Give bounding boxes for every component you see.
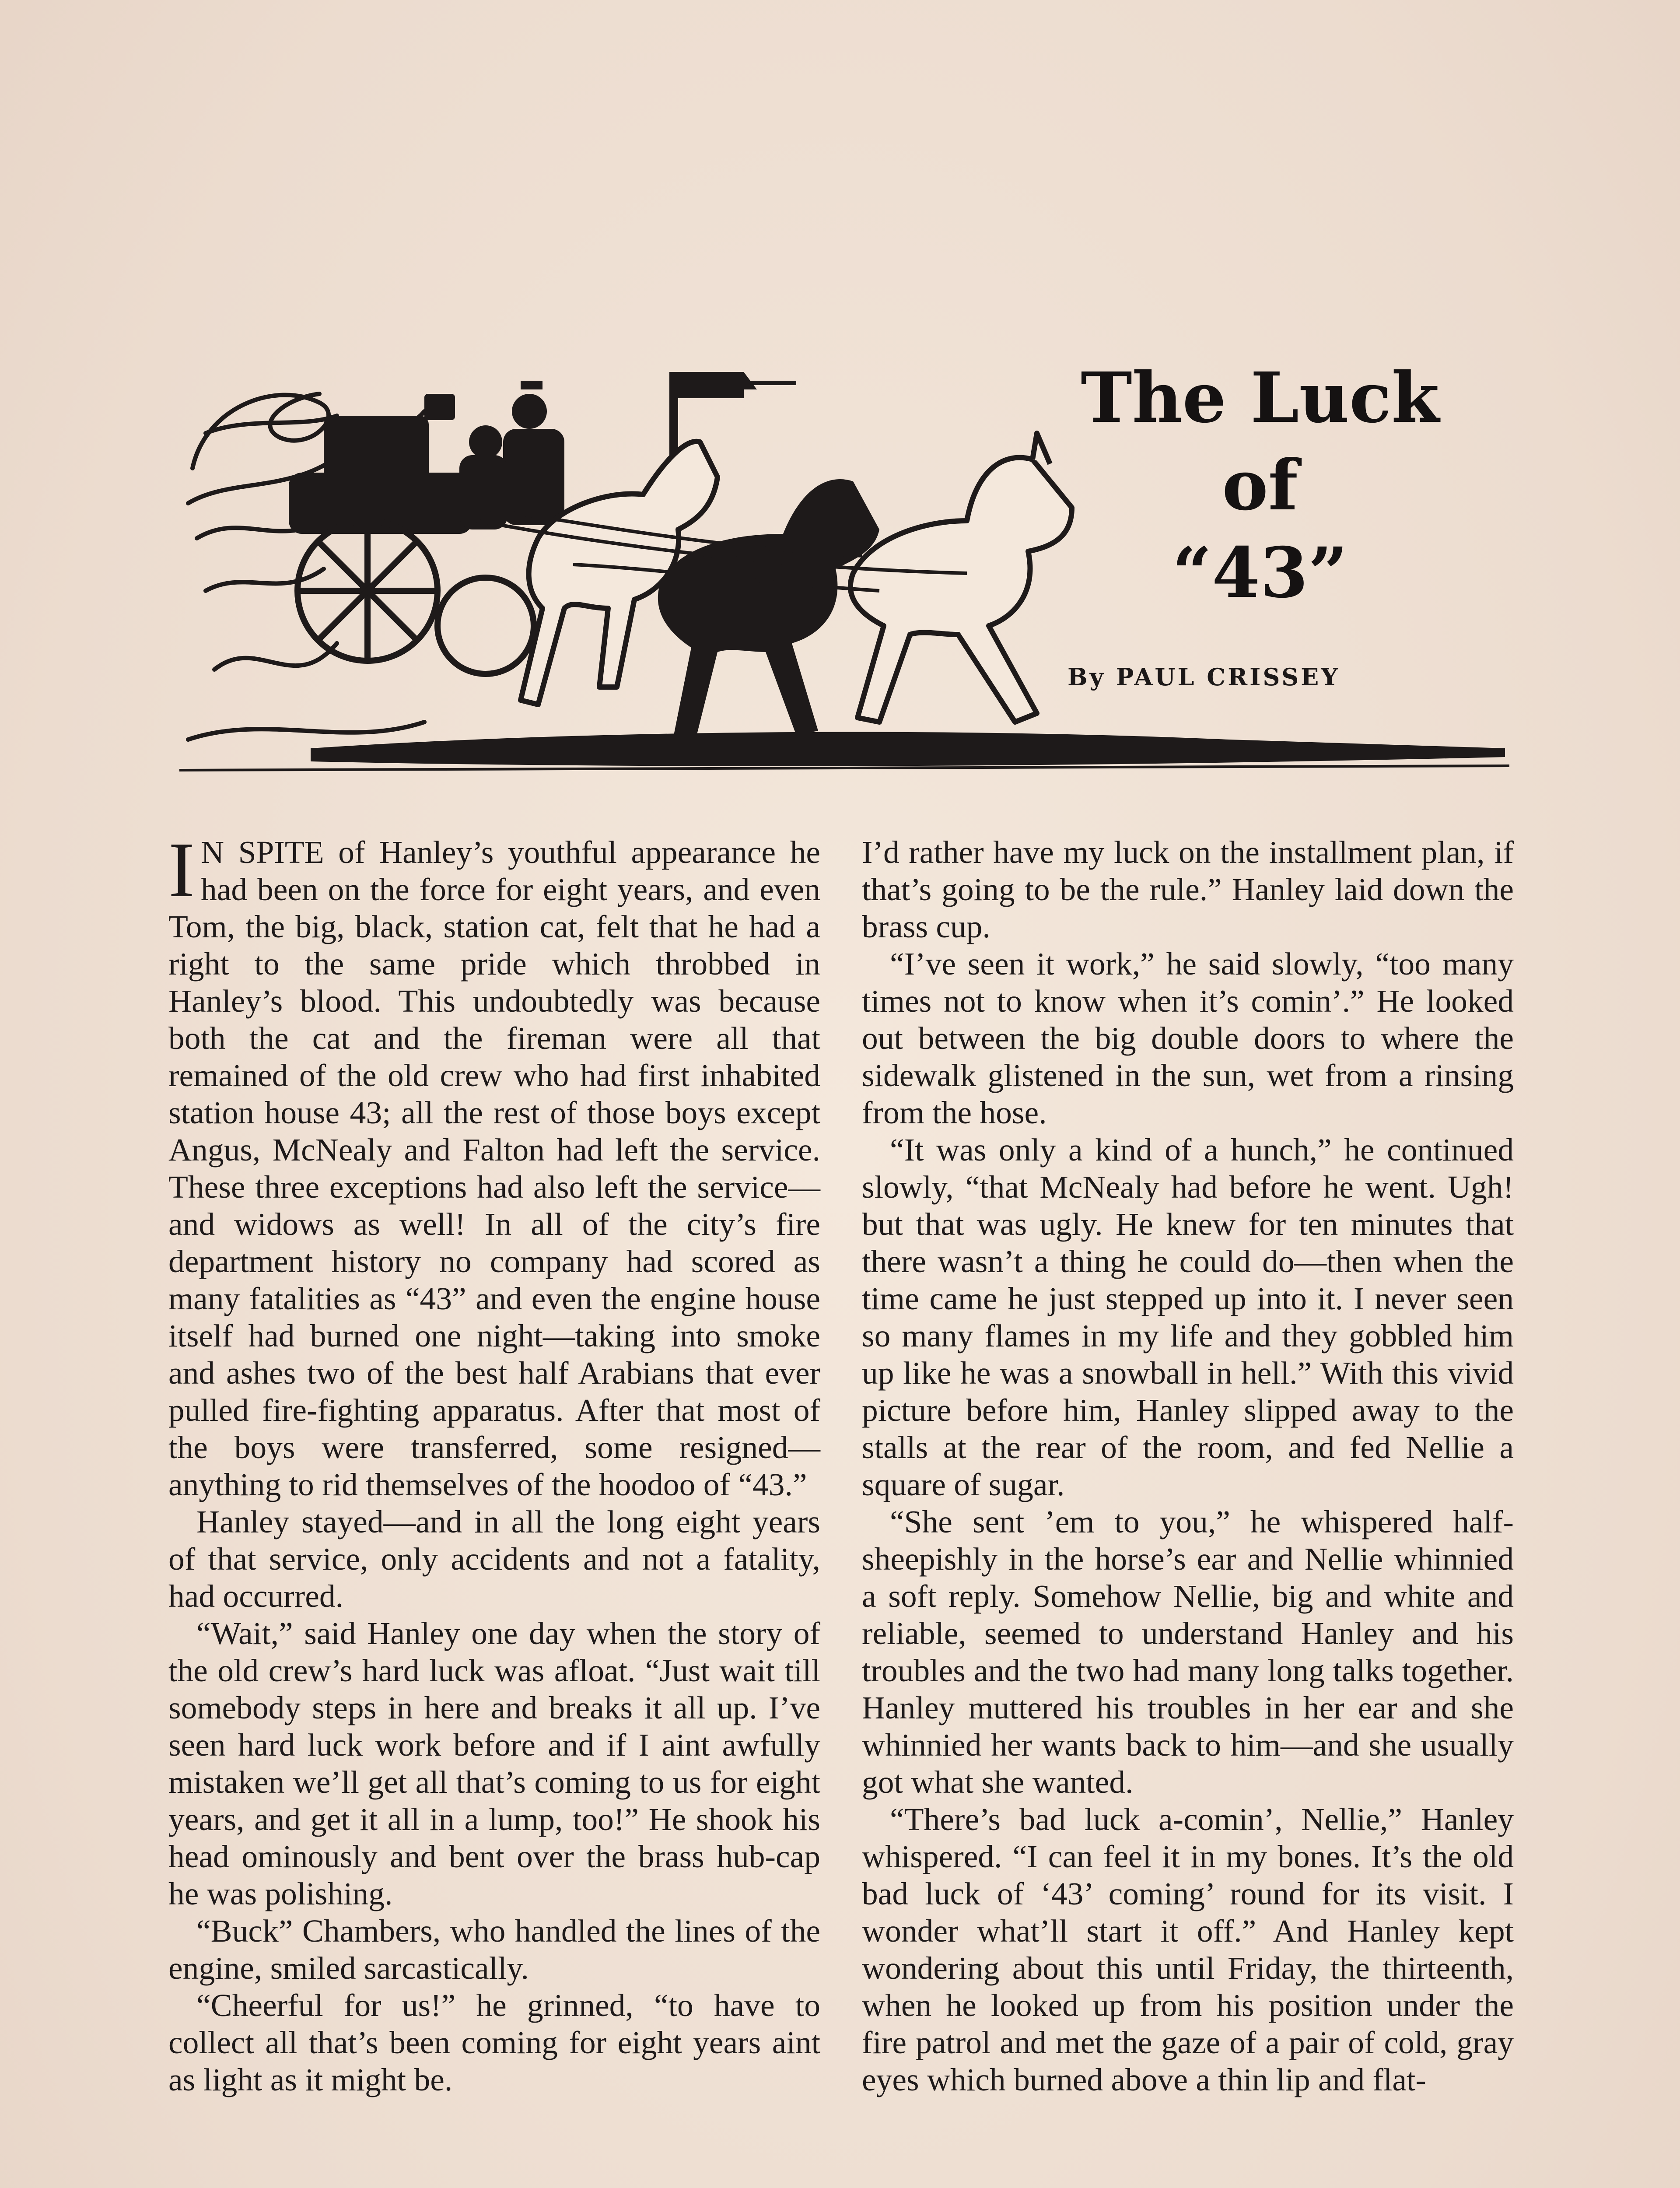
- paragraph: “I’ve seen it work,” he said slowly, “too many times not to know when it’s comin’.” He looked out between the big double doors to where the sidewalk glistened in the sun, wet from a rinsing from the hose.: [862, 946, 1514, 1130]
- right-column: [862, 834, 1514, 2098]
- title-line: “43”: [1172, 533, 1348, 614]
- paragraph: “Cheerful for us!” he grinned, “to have to collect all that’s been coming for eight years aint as light as it might be.: [168, 1988, 820, 2097]
- article-title: [1006, 354, 1514, 617]
- paragraph: “Buck” Chambers, who handled the lines of the engine, smiled sarcastically.: [168, 1913, 820, 1986]
- title-line: The Luck: [1081, 358, 1439, 438]
- paragraph: “It was only a kind of a hunch,” he continued slowly, “that McNealy had before he went. Ugh! but that was ugly. He knew for ten minutes that there wasn’t a thing he could do—then when the time came he just stepped up into it. I never seen so many flames in my life and they gobbled him up like he was a snowball in hell.” With this vivid picture before him, Hanley slipped away to the stalls at the rear of the room, and fed Nellie a square of sugar.: [862, 1132, 1514, 1502]
- paragraph: Hanley stayed—and in all the long eight years of that service, only accidents and not a fatality, had occurred.: [168, 1504, 820, 1614]
- paragraph-text: N SPITE of Hanley’s youthful appearance he had been on the force for eight years, and even Tom, the big, black, station cat, felt that he had a right to the same pride which throbbed in Hanley’s blood. This undoubtedly was because both the cat and the fireman were all that remained of the old crew who had first inhabited station house 43; all the rest of those boys except Angus, McNealy and Falton had left the service. These three exceptions had also left the service—and widows as well! In all of the city’s fire department history no company had scored as many fatalities as “43” and even the engine house itself had burned one night—taking into smoke and ashes two of the best half Arabians that ever pulled fire-fighting apparatus. After that most of the boys were transferred, some resigned—anything to rid themselves of the hoodoo of “43.”: [168, 835, 820, 1502]
- left-column: [168, 826, 820, 2098]
- paragraph: I’d rather have my luck on the installment plan, if that’s going to be the rule.” Hanley laid down the brass cup.: [862, 835, 1514, 944]
- paragraph: “She sent ’em to you,” he whispered half-sheepishly in the horse’s ear and Nellie whinnied a soft reply. Somehow Nellie, big and white and reliable, seemed to understand Hanley and his troubles and the two had many long talks together. Hanley muttered his troubles in her ear and she whinnied her wants back to him—and she usually got what she wanted.: [862, 1504, 1514, 1800]
- paragraph: “Wait,” said Hanley one day when the story of the old crew’s hard luck was afloat. “Just wait till somebody steps in here and breaks it all up. I’ve seen hard luck work before and if I aint awfully mistaken we’ll get all that’s coming to us for eight years, and get it all in a lump, too!” He shook his head ominously and bent over the brass hub-cap he was polishing.: [168, 1616, 820, 1911]
- title-line: of: [1222, 445, 1298, 526]
- drop-cap: I: [168, 826, 195, 913]
- paragraph: “There’s bad luck a-comin’, Nellie,” Hanley whispered. “I can feel it in my bones. It’s the old bad luck of ‘43’ coming’ round for its visit. I wonder what’ll start it off.” And Hanley kept wondering about this until Friday, the thirteenth, when he looked up from his position under the fire patrol and met the gaze of a pair of cold, gray eyes which burned above a thin lip and flat-: [862, 1802, 1514, 2097]
- opening-paragraph: [168, 826, 820, 1503]
- byline: By PAUL CRISSEY: [1068, 663, 1340, 691]
